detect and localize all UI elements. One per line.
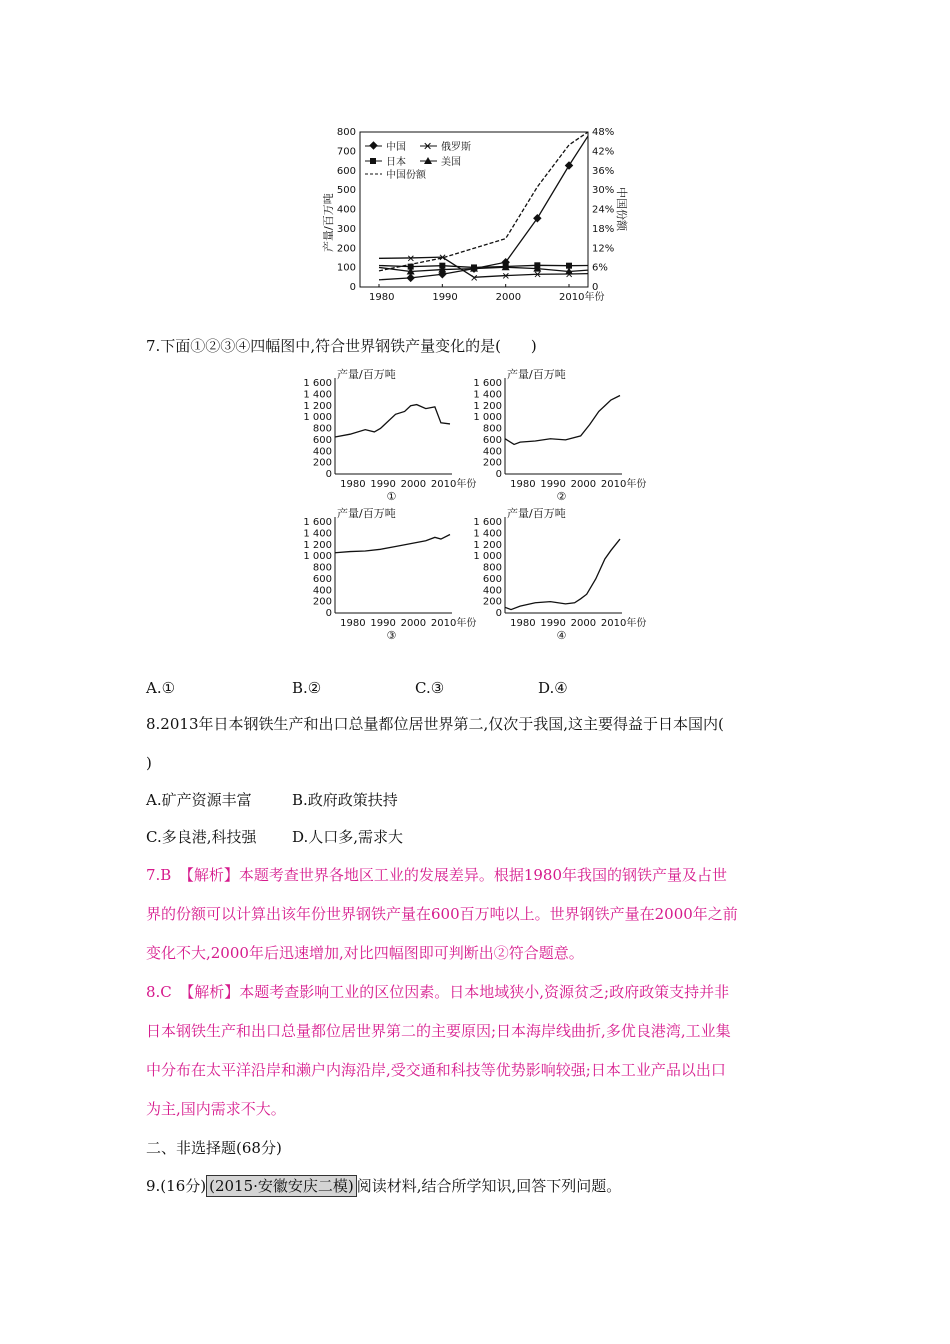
right-tick-label: 6% [592,262,608,274]
steel-production-chart [320,122,628,304]
right-tick-label: 42% [592,146,615,158]
q8-option-b: B.政府政策扶持 [292,791,398,809]
q8-option-d: D.人口多,需求大 [292,828,404,846]
y-tick-label: 1 600 [473,378,502,389]
x-tick-label: 2000 [570,479,597,490]
left-axis-label: 产量/百万吨 [322,193,335,252]
chart-number-label: ④ [556,629,567,642]
y-tick-label: 1 000 [303,551,332,563]
data-point: ✕ [406,253,416,265]
left-tick-label: 500 [336,185,356,197]
x-tick-label: 2000 [570,618,597,629]
y-tick-label: 800 [312,423,332,435]
y-tick-label: 400 [312,585,332,597]
legend-japan: 日本 [386,157,406,168]
left-tick-label: 700 [336,146,356,158]
legend-russia: 俄罗斯 [441,142,471,153]
chart-number-label: ② [556,490,567,503]
production-line [505,396,620,445]
answer-8-line-2: 日本钢铁生产和出口总量都位居世界第二的主要原因;日本海岸线曲折,多优良港湾,工业集 [146,1022,731,1040]
x-tick-label: 2010年份 [559,292,605,303]
chart-number-label: ① [386,490,397,503]
left-tick-label: 800 [336,127,356,138]
right-tick-label: 24% [592,204,615,216]
y-tick-label: 600 [312,573,332,585]
y-tick-label: 1 600 [473,517,502,528]
production-line [335,535,450,553]
production-line [505,539,620,610]
y-tick-label: 1 400 [473,528,502,540]
x-tick-label: 1980 [369,292,395,303]
square-marker-icon [370,158,376,164]
left-tick-label: 0 [349,282,356,293]
y-tick-label: 1 600 [303,378,332,389]
data-point: ✕ [565,270,574,282]
q9-stem [146,1179,621,1194]
data-point: ✕ [501,271,511,283]
x-tick-label: 2000 [495,292,522,303]
x-tick-label: 1990 [432,292,458,303]
answer-7-line-1: 7.B 【解析】本题考查世界各地区工业的发展差异。根据1980年我国的钢铁产量及占世 [146,866,728,884]
y-tick-label: 1 000 [473,412,502,424]
answer-8-line-1: 8.C 【解析】本题考查影响工业的区位因素。日本地域狭小,资源贫乏;政府政策支持并非 [146,983,730,1001]
right-tick-label: 18% [592,223,615,235]
y-tick-label: 800 [312,562,332,574]
data-point [565,161,573,169]
y-axis-label: 产量/百万吨 [337,507,396,520]
x-tick-label: 1990 [370,479,396,490]
x-tick-label: 2010年份 [430,479,477,490]
section-heading: 二、非选择题(68分) [146,1139,282,1157]
answer-7-line-2: 界的份额可以计算出该年份世界钢铁产量在600百万吨以上。世界钢铁产量在2000年之前 [146,905,738,923]
legend-china: 中国 [386,142,406,153]
y-axis-label: 产量/百万吨 [507,507,566,520]
chart-number-label: ③ [386,629,397,642]
q9-text: 阅读材料,结合所学知识,回答下列问题。 [356,1177,622,1195]
left-tick-label: 100 [336,262,356,274]
right-tick-label: 36% [592,165,615,177]
x-tick-label: 1990 [370,618,396,629]
q8-option-c: C.多良港,科技强 [146,828,257,846]
y-tick-label: 1 200 [473,539,502,551]
right-tick-label: 30% [592,185,615,197]
y-tick-label: 1 400 [303,389,332,401]
q7-option-b: B.② [292,679,322,697]
data-point: ✕ [438,253,447,265]
x-tick-label: 1980 [510,618,536,629]
right-tick-label: 12% [592,243,615,255]
q7-option-d: D.④ [538,679,568,697]
x-tick-label: 1990 [540,479,566,490]
answer-8-line-4: 为主,国内需求不大。 [146,1100,286,1118]
y-tick-label: 600 [312,434,332,446]
y-tick-label: 800 [482,562,502,574]
y-tick-label: 0 [325,608,332,619]
legend [365,140,471,181]
series-line [379,132,588,271]
y-tick-label: 1 000 [303,412,332,424]
x-tick-label: 2010年份 [600,618,647,629]
left-tick-label: 600 [336,165,356,177]
cross-marker-icon: ✕ [423,140,433,153]
production-line [335,405,450,437]
x-tick-label: 2010年份 [600,479,647,490]
x-tick-label: 2000 [400,618,427,629]
right-tick-label: 0 [592,282,599,293]
option-chart-1 [295,366,485,508]
y-tick-label: 1 000 [473,551,502,563]
left-tick-label: 300 [336,223,356,235]
y-tick-label: 1 200 [303,400,332,412]
answer-8-line-3: 中分布在太平洋沿岸和濑户内海沿岸,受交通和科技等优势影响较强;日本工业产品以出口 [146,1061,726,1079]
q9-number: 9.(16分) [146,1177,207,1195]
data-point [406,274,414,282]
legend-usa: 美国 [441,157,461,168]
q7-stem: 7.下面①②③④四幅图中,符合世界钢铁产量变化的是( ) [146,337,537,355]
y-tick-label: 1 200 [473,400,502,412]
y-tick-label: 200 [482,596,502,608]
x-tick-label: 1980 [510,479,536,490]
data-point: ✕ [533,270,542,282]
y-tick-label: 1 400 [303,528,332,540]
answer-7-line-3: 变化不大,2000年后迅速增加,对比四幅图即可判断出②符合题意。 [146,944,584,962]
x-tick-label: 1980 [340,618,366,629]
y-tick-label: 1 600 [303,517,332,528]
y-axis-label: 产量/百万吨 [337,368,396,381]
y-tick-label: 600 [482,573,502,585]
q8-option-a: A.矿产资源丰富 [146,791,252,809]
y-tick-label: 200 [482,457,502,469]
left-tick-label: 200 [336,243,356,255]
y-tick-label: 0 [495,608,502,619]
legend-share: 中国份额 [386,170,426,181]
y-tick-label: 0 [495,469,502,480]
y-tick-label: 400 [312,446,332,458]
q9-source-tag: (2015·安徽安庆二模) [206,1175,357,1197]
q7-option-a: A.① [146,679,176,697]
y-tick-label: 0 [325,469,332,480]
right-axis-label: 中国份额 [615,187,628,231]
option-chart-4 [465,505,655,647]
y-tick-label: 800 [482,423,502,435]
x-tick-label: 2000 [400,479,427,490]
x-tick-label: 1990 [540,618,566,629]
x-tick-label: 2010年份 [430,618,477,629]
left-tick-label: 400 [336,204,356,216]
q8-stem: 8.2013年日本钢铁生产和出口总量都位居世界第二,仅次于我国,这主要得益于日本国内( [146,715,724,733]
y-tick-label: 200 [312,596,332,608]
option-chart-3 [295,505,485,647]
y-tick-label: 200 [312,457,332,469]
y-tick-label: 1 400 [473,389,502,401]
diamond-marker-icon [369,141,377,149]
q8-stem-end: ) [146,754,152,772]
y-tick-label: 600 [482,434,502,446]
y-tick-label: 400 [482,585,502,597]
right-tick-label: 48% [592,127,615,138]
y-tick-label: 1 200 [303,539,332,551]
data-point: ✕ [470,273,479,285]
q7-option-c: C.③ [415,679,445,697]
option-chart-2 [465,366,655,508]
data-point [533,214,541,222]
x-tick-label: 1980 [340,479,366,490]
y-axis-label: 产量/百万吨 [507,368,566,381]
y-tick-label: 400 [482,446,502,458]
